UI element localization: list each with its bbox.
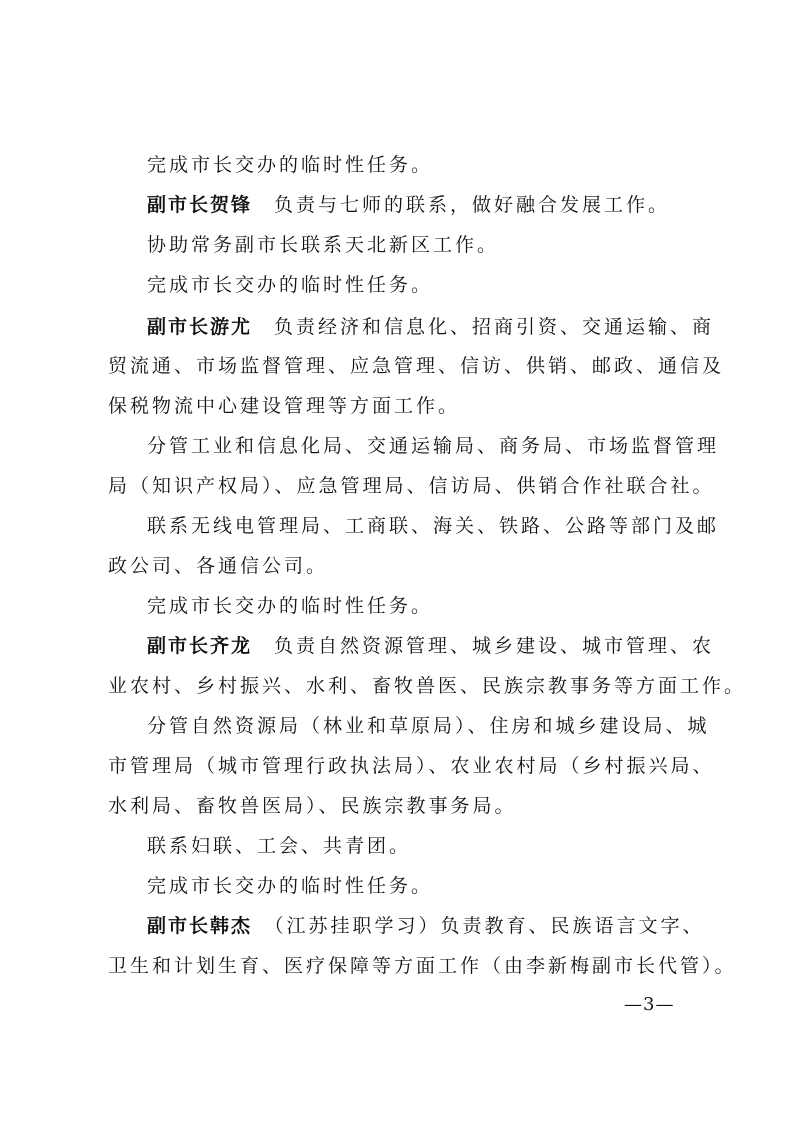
official-name: 副市长贺锋 xyxy=(147,194,253,216)
paragraph-line: 保税物流中心建设管理等方面工作。 xyxy=(108,395,461,417)
paragraph-line: 完成市长交办的临时性任务。 xyxy=(147,875,434,897)
paragraph-line: 联系无线电管理局、工商联、海关、铁路、公路等部门及邮 xyxy=(147,515,720,537)
page-number: —3— xyxy=(624,994,675,1015)
paragraph-line: 卫生和计划生育、医疗保障等方面工作（由李新梅副市长代管）。 xyxy=(108,955,737,977)
paragraph-line: 联系妇联、工会、共青团。 xyxy=(147,835,412,857)
paragraph-line: 局（知识产权局）、应急管理局、信访局、供销合作社联合社。 xyxy=(108,475,715,497)
official-name: 副市长游尤 xyxy=(147,316,253,338)
paragraph-line: 完成市长交办的临时性任务。 xyxy=(147,274,434,296)
paragraph-line: 分管工业和信息化局、交通运输局、商务局、市场监督管理 xyxy=(147,435,720,457)
paragraph-line: 副市长游尤 负责经济和信息化、招商引资、交通运输、商 xyxy=(147,316,715,338)
paragraph-line: 贸流通、市场监督管理、应急管理、信访、供销、邮政、通信及 xyxy=(108,355,725,377)
official-name: 副市长齐龙 xyxy=(147,635,253,657)
paragraph-line: 水利局、畜牧兽医局）、民族宗教事务局。 xyxy=(108,795,517,817)
paragraph-line: 市管理局（城市管理行政执法局）、农业农村局（乡村振兴局、 xyxy=(108,755,715,777)
paragraph-line: 副市长齐龙 负责自然资源管理、城乡建设、城市管理、农 xyxy=(147,635,715,657)
paragraph-line: 分管自然资源局（林业和草原局）、住房和城乡建设局、城 xyxy=(147,715,710,737)
official-name: 副市长韩杰 xyxy=(147,915,253,937)
paragraph-line: 副市长贺锋 负责与七师的联系，做好融合发展工作。 xyxy=(147,194,671,216)
paragraph-line: 业农村、乡村振兴、水利、畜牧兽医、民族宗教事务等方面工作。 xyxy=(108,675,747,697)
paragraph-line: 完成市长交办的临时性任务。 xyxy=(147,154,434,176)
paragraph-line: 完成市长交办的临时性任务。 xyxy=(147,595,434,617)
paragraph-line: 政公司、各通信公司。 xyxy=(108,555,329,577)
paragraph-line: 协助常务副市长联系天北新区工作。 xyxy=(147,234,500,256)
paragraph-line: 副市长韩杰 （江苏挂职学习）负责教育、民族语言文字、 xyxy=(147,915,705,937)
